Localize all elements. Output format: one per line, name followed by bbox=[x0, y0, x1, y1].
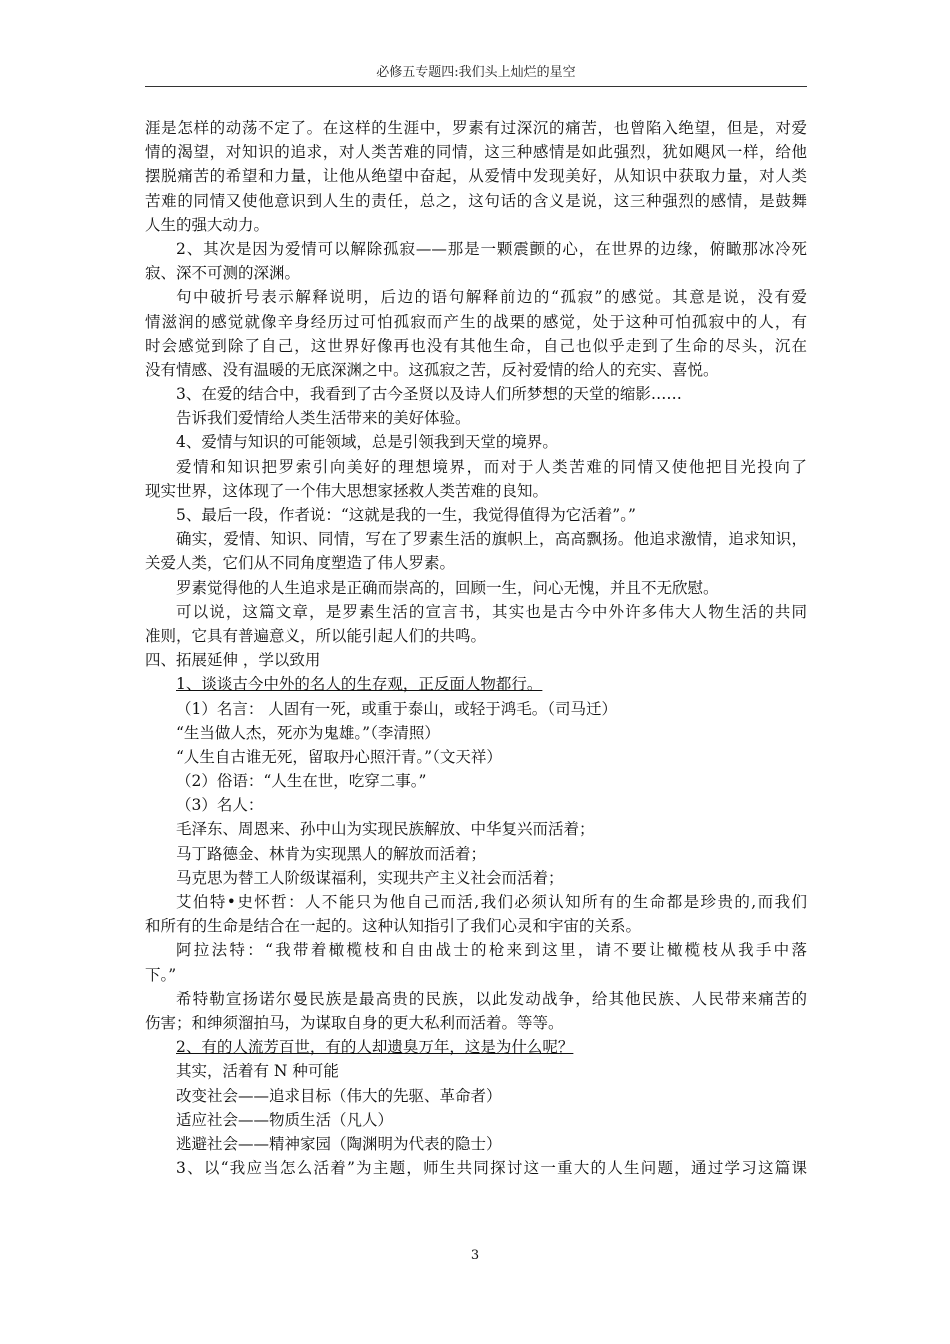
text-line: 寂、深不可测的深渊。 bbox=[145, 264, 301, 283]
document-body bbox=[145, 116, 807, 1180]
text-line: 情的渴望，对知识的追求，对人类苦难的同情，这三种感情是如此强烈，犹如飓风一样，给他 bbox=[145, 143, 807, 162]
text-line: 人生的强大动力。 bbox=[145, 215, 270, 234]
text-line: 没有情感、没有温暖的无底深渊之中。这孤寂之苦，反衬爱情的给人的充实、喜悦。 bbox=[145, 360, 719, 379]
text-line: 苦难的同情又使他意识到人生的责任，总之，这句话的含义是说，这三种强烈的感情，是鼓舞 bbox=[145, 191, 807, 210]
text-line: 5、最后一段，作者说：“这就是我的一生，我觉得值得为它活着”。” bbox=[176, 506, 636, 524]
text-line: 其实，活着有 N 种可能 bbox=[176, 1062, 339, 1081]
text-line: 摆脱痛苦的希望和力量，让他从绝望中奋起，从爱情中发现美好，从知识中获取力量，对人类 bbox=[145, 167, 807, 186]
text-line: 关爱人类，它们从不同角度塑造了伟人罗素。 bbox=[145, 554, 456, 573]
text-line: （2）俗语：“人生在世，吃穿二事。” bbox=[176, 772, 427, 791]
text-line: 可以说，这篇文章，是罗素生活的宣言书，其实也是古今中外许多伟大人物生活的共同 bbox=[176, 602, 807, 621]
text-line: 涯是怎样的动荡不定了。在这样的生涯中，罗素有过深沉的痛苦，也曾陷入绝望，但是，对爱 bbox=[145, 119, 807, 137]
text-line: 4、爱情与知识的可能领域，总是引领我到天堂的境界。 bbox=[176, 433, 558, 452]
text-line: 确实，爱情、知识、同情，写在了罗素生活的旗帜上，高高飘扬。他追求激情，追求知识， bbox=[176, 530, 807, 549]
text-line: （3）名人： bbox=[176, 796, 264, 815]
text-line: 下。” bbox=[145, 965, 177, 984]
text-line: 适应社会——物质生活（凡人） bbox=[176, 1110, 394, 1129]
text-line: 准则，它具有普遍意义，所以能引起人们的共鸣。 bbox=[145, 626, 487, 645]
text-line: 3、以“我应当怎么活着”为主题，师生共同探讨这一重大的人生问题，通过学习这篇课 bbox=[176, 1159, 807, 1178]
header-rule bbox=[145, 86, 807, 87]
text-line: 罗素觉得他的人生追求是正确而崇高的，回顾一生，问心无愧，并且不无欣慰。 bbox=[176, 578, 719, 597]
text-line: “人生自古谁无死，留取丹心照汗青。”（文天祥） bbox=[176, 747, 502, 766]
text-line: 2、其次是因为爱情可以解除孤寂——那是一颗震颤的心，在世界的边缘，俯瞰那冰冷死 bbox=[176, 239, 807, 258]
page-header: 必修五专题四:我们头上灿烂的星空 bbox=[376, 65, 576, 80]
question-heading: 1、谈谈古今中外的名人的生存观，正反面人物都行。 bbox=[176, 675, 543, 694]
text-line: 马丁路德金、林肯为实现黑人的解放而活着； bbox=[176, 844, 487, 863]
text-line: 3、在爱的结合中，我看到了古今圣贤以及诗人们所梦想的天堂的缩影…… bbox=[176, 385, 682, 404]
text-line: 时会感觉到除了自己，这世界好像再也没有其他生命，自己也似乎走到了生命的尽头，沉在 bbox=[145, 336, 807, 355]
text-line: 希特勒宣扬诺尔曼民族是最高贵的民族，以此发动战争，给其他民族、人民带来痛苦的 bbox=[176, 989, 807, 1008]
text-line: 爱情和知识把罗索引向美好的理想境界，而对于人类苦难的同情又使他把目光投向了 bbox=[176, 457, 807, 476]
text-line: 句中破折号表示解释说明，后边的语句解释前边的“孤寂”的感觉。其意是说，没有爱 bbox=[176, 288, 807, 307]
text-line: （1）名言： 人固有一死，或重于泰山，或轻于鸿毛。（司马迁） bbox=[176, 699, 618, 718]
text-line: 逃避社会——精神家园（陶渊明为代表的隐士） bbox=[176, 1134, 502, 1153]
question-heading: 2、有的人流芳百世，有的人却遗臭万年，这是为什么呢？ bbox=[176, 1038, 574, 1057]
text-line: 毛泽东、周恩来、孙中山为实现民族解放、中华复兴而活着； bbox=[176, 820, 595, 839]
text-line: 艾伯特•史怀哲：人不能只为他自己而活,我们必须认知所有的生命都是珍贵的,而我们 bbox=[176, 893, 807, 911]
text-line: 阿拉法特：“我带着橄榄枝和自由战士的枪来到这里，请不要让橄榄枝从我手中落 bbox=[176, 941, 807, 960]
page-number: 3 bbox=[470, 1248, 480, 1263]
text-line: 马克思为替工人阶级谋福利，实现共产主义社会而活着； bbox=[176, 868, 564, 887]
text-line: 改变社会——追求目标（伟大的先驱、革命者） bbox=[176, 1086, 502, 1105]
text-line: 现实世界，这体现了一个伟大思想家拯救人类苦难的良知。 bbox=[145, 481, 549, 500]
section-heading: 四、拓展延伸 ，学以致用 bbox=[145, 651, 321, 670]
text-line: 情滋润的感觉就像辛身经历过可怕孤寂而产生的战栗的感觉，处于这种可怕孤寂中的人，有 bbox=[145, 312, 807, 331]
text-line: 告诉我们爱情给人类生活带来的美好体验。 bbox=[176, 409, 471, 428]
text-line: 和所有的生命是结合在一起的。这种认知指引了我们心灵和宇宙的关系。 bbox=[145, 917, 642, 936]
text-line: “生当做人杰，死亦为鬼雄。”（李清照） bbox=[176, 723, 440, 742]
text-line: 伤害；和绅须溜拍马，为谋取自身的更大私利而活着。等等。 bbox=[145, 1013, 564, 1032]
